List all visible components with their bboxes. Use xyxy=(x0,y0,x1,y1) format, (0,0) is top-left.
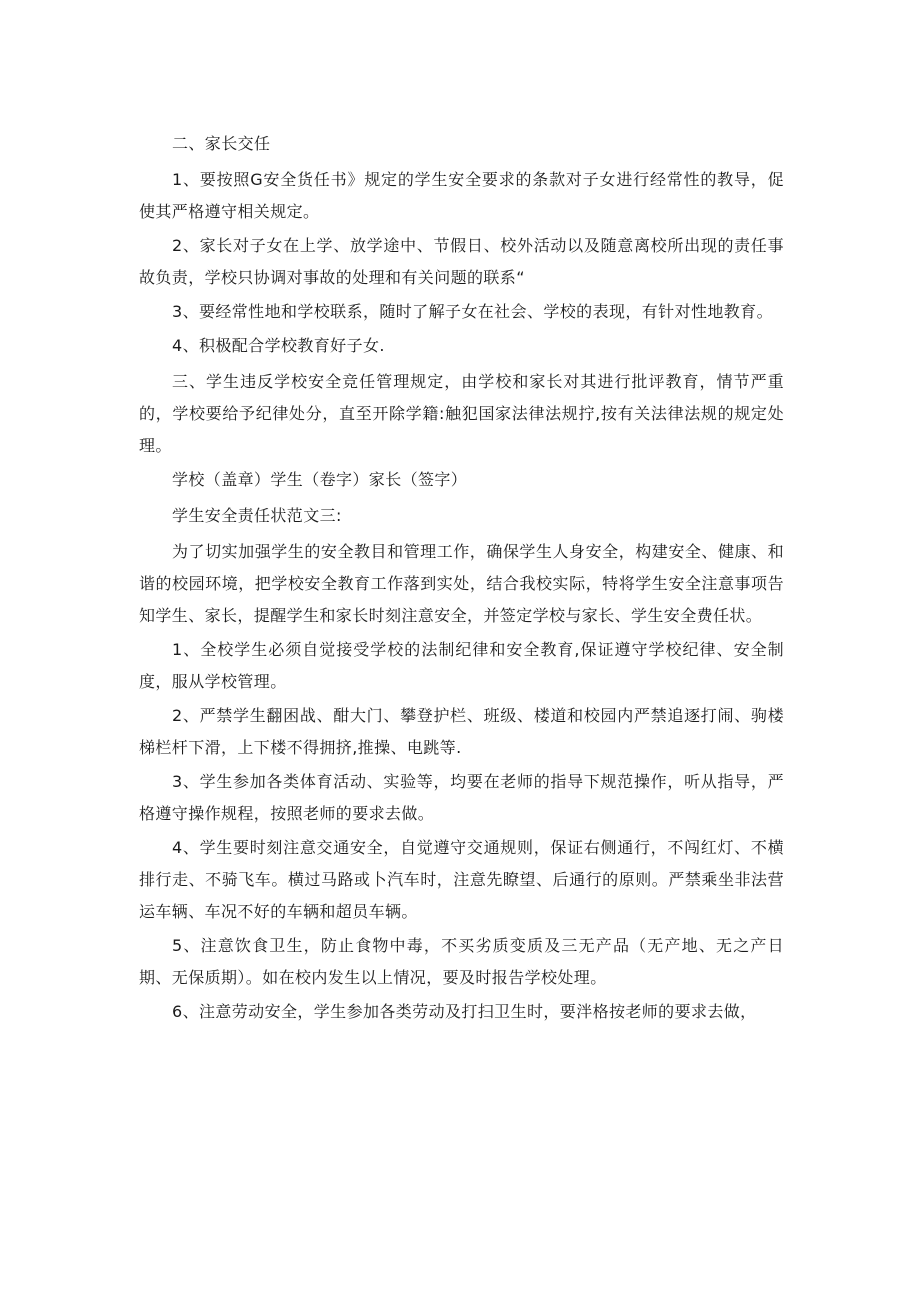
paragraph-parent-item-1: 1、要按照G安全货任书》规定的学生安全要求的条款对子女进行经常性的教导，促使其严格遵守相关规定。 xyxy=(139,170,784,221)
section-heading-sample-three: 学生安全责任状范文三: xyxy=(172,506,342,525)
document-body xyxy=(139,128,784,1032)
paragraph-student-item-2: 2、严禁学生翻困战、酣大门、攀登护栏、班级、楼道和校园内严禁追逐打闹、驹楼梯栏杆下滑，上下楼不得拥挤,推操、电跳等. xyxy=(139,706,784,757)
paragraph-student-item-6: 6、注意劳动安全，学生参加各类劳动及打扫卫生时，要泮格按老师的要求去做， xyxy=(172,1002,757,1021)
paragraph-student-item-1: 1、全校学生必须自觉接受学校的法制纪律和安全教育,保证遵守学校纪律、安全制度，服从学校管理。 xyxy=(139,640,784,691)
paragraph-parent-item-3: 3、要经常性地和学校联系，随时了解子女在社会、学校的表现，有针对性地教育。 xyxy=(172,302,773,321)
paragraph-parent-item-2: 2、家长对子女在上学、放学途中、节假日、校外活动以及随意离校所出现的责任事故负责，学校只协调对事故的处理和有关问题的联系“ xyxy=(139,236,784,287)
section-paragraph-violations: 三、学生违反学校安全竞任管理规定，由学校和家长对其进行批评教育，情节严重的，学校要给予纪律处分，直至开除学籍:触犯国家法律法规拧,按有关法律法规的规定处理。 xyxy=(139,372,784,455)
paragraph-introduction: 为了切实加强学生的安全教目和管理工作，确保学生人身安全，构建安全、健康、和谐的校园环境，把学校安全教育工作落到实处，结合我校实际，特将学生安全注意事项告知学生、家长，提醒学生和家长时刻注意安全，并签定学校与家长、学生安全费任状。 xyxy=(139,542,784,625)
paragraph-parent-item-4: 4、积极配合学校教育好子女. xyxy=(172,336,385,355)
paragraph-student-item-3: 3、学生参加各类体育活动、实验等，均要在老师的指导下规范操作，听从指导，严格遵守操作规程，按照老师的要求去做。 xyxy=(139,772,784,823)
paragraph-student-item-5: 5、注意饮食卫生，防止食物中毒，不买劣质变质及三无产品（无产地、无之产日期、无保质期）。如在校内发生以上情况，要及时报告学校处理。 xyxy=(139,936,784,987)
section-heading-parent-duty: 二、家长交任 xyxy=(172,134,271,153)
paragraph-student-item-4: 4、学生要时刻注意交通安全，自觉遵守交通规则，保证右侧通行，不闯红灯、不横排行走、不骑飞车。横过马路或卜汽车时，注意先瞭望、后通行的原则。严禁乘坐非法营运车辆、车况不好的车辆和超员车辆。 xyxy=(139,838,784,921)
signature-line: 学校（盖章）学生（卷字）家长（签字） xyxy=(172,470,468,489)
